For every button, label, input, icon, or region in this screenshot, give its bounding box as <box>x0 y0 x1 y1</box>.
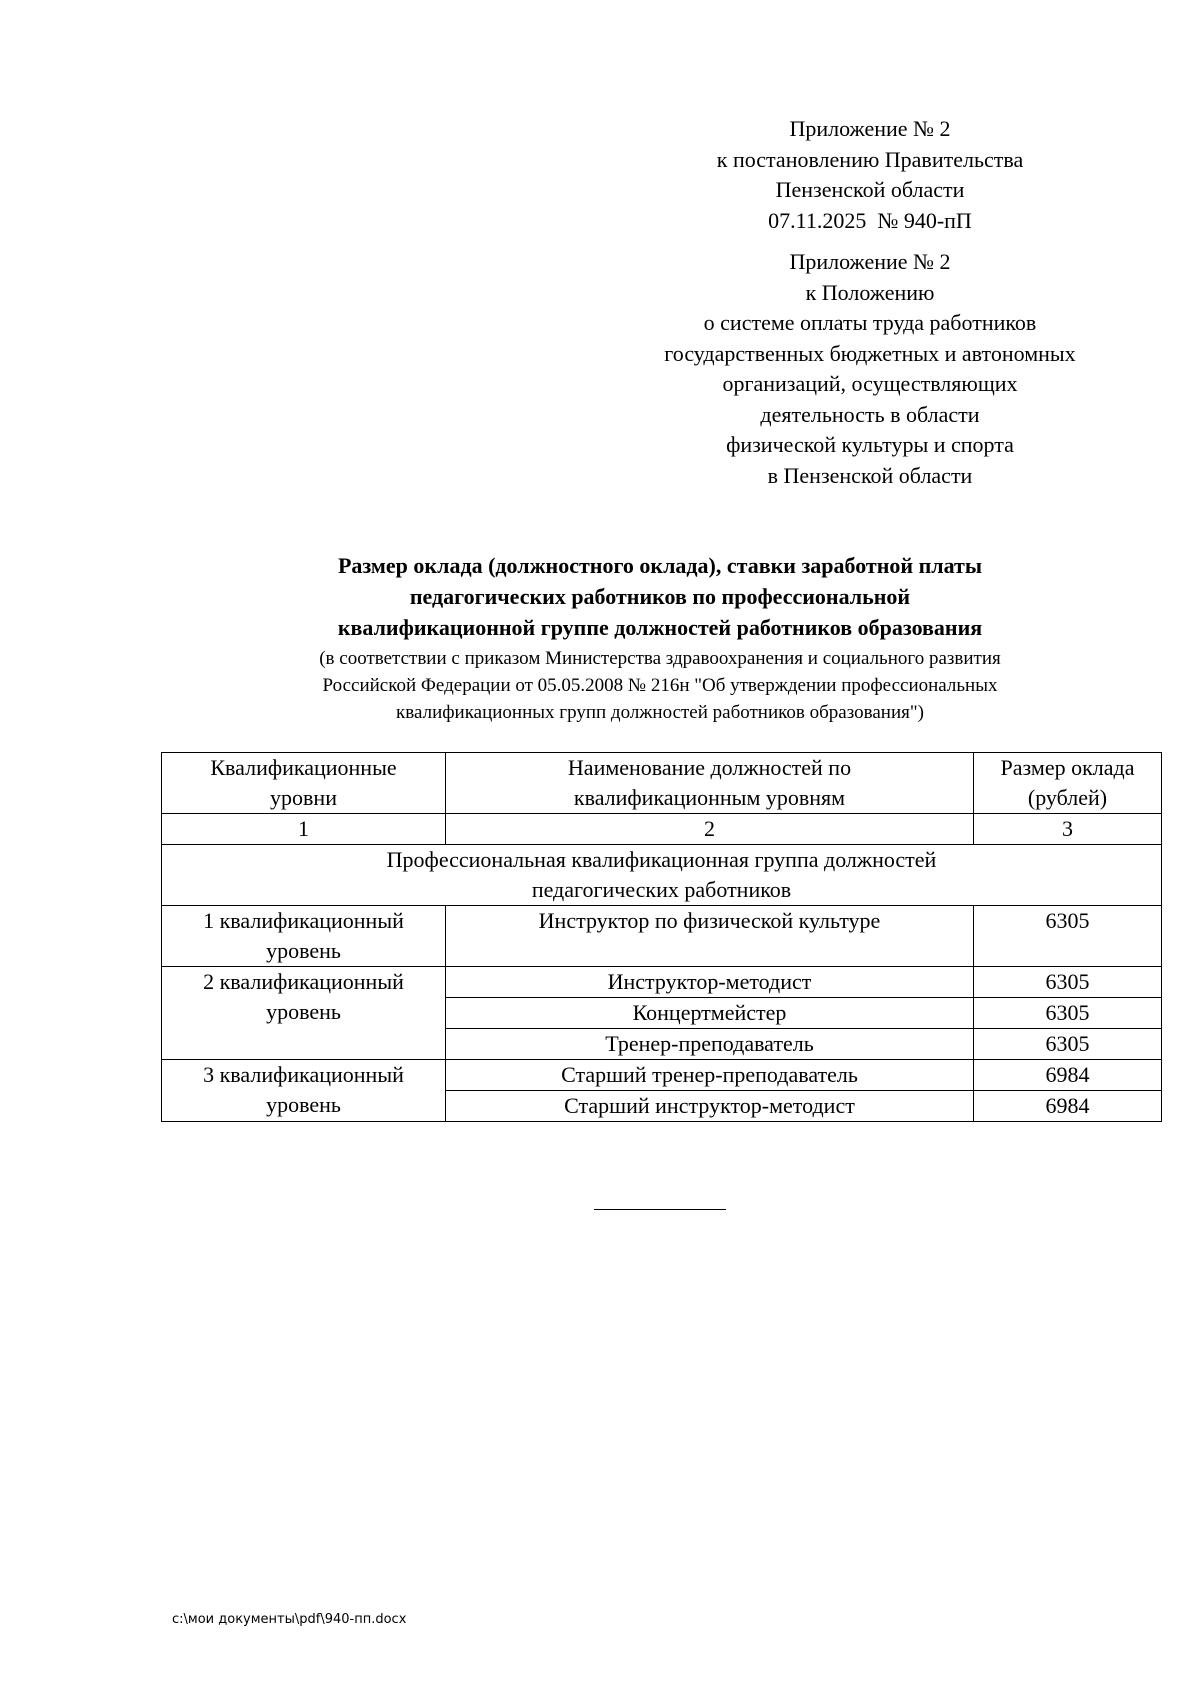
header-cell-text: Квалификационные <box>210 755 397 780</box>
header-line-date-number: 07.11.2025 № 940-пП <box>768 207 972 233</box>
header-cell-text: уровни <box>270 785 337 810</box>
header-line: к Положению <box>805 279 935 305</box>
salary-cell: 6984 <box>974 1060 1162 1091</box>
group-title-row <box>162 845 1162 906</box>
position-cell: Старший тренер-преподаватель <box>446 1060 974 1091</box>
title-line: Размер оклада (должностного оклада), ставки заработной платы <box>337 553 983 578</box>
group-title-cell <box>162 845 1162 906</box>
header-cell-text: Размер оклада <box>1000 755 1135 780</box>
header-line: физической культуры и спорта <box>726 432 1014 457</box>
column-number: 1 <box>162 814 446 845</box>
header-cell-text: (рублей) <box>1027 785 1108 810</box>
level-text: уровень <box>266 1092 341 1117</box>
level-text: уровень <box>266 999 341 1024</box>
position-cell: Инструктор-методист <box>446 967 974 998</box>
position-cell: Тренер-преподаватель <box>446 1029 974 1060</box>
header-line: деятельность в области <box>760 401 980 427</box>
salary-table <box>161 752 1162 1122</box>
header-line: в Пензенской области <box>767 462 973 488</box>
column-number-row <box>162 814 1162 845</box>
level-text: уровень <box>266 938 341 963</box>
salary-cell: 6305 <box>974 1029 1162 1060</box>
header-line: Пензенской области <box>775 177 965 202</box>
level-text: 2 квалификационный <box>203 969 404 994</box>
document-title <box>150 550 1170 643</box>
header-line: к постановлению Правительства <box>716 146 1024 172</box>
header-line: Приложение № 2 <box>789 116 951 141</box>
salary-cell: 6984 <box>974 1091 1162 1122</box>
header-line: Приложение № 2 <box>789 249 951 274</box>
level-text: 1 квалификационный <box>203 908 404 933</box>
position-cell: Инструктор по физической культуре <box>446 906 974 967</box>
subtitle-line: (в соответствии с приказом Министерства здравоохранения и социального развития <box>319 648 1001 669</box>
column-number: 2 <box>446 814 974 845</box>
group-title-text: Профессиональная квалификационная группа должностей <box>386 847 937 872</box>
table-header-row <box>162 753 1162 814</box>
salary-cell: 6305 <box>974 906 1162 967</box>
column-number: 3 <box>974 814 1162 845</box>
header-line: о системе оплаты труда работников <box>703 310 1037 335</box>
table-row <box>162 1060 1162 1091</box>
title-line: квалификационной группе должностей работников образования <box>337 615 983 640</box>
group-title-text: педагогических работников <box>531 877 792 902</box>
subtitle-line: квалификационных групп должностей работников образования") <box>396 702 924 723</box>
table-row <box>162 967 1162 998</box>
footer-file-path: c:\мои документы\pdf\940-пп.docx <box>172 1612 407 1627</box>
end-separator-line <box>594 1209 726 1210</box>
regulation-appendix-reference <box>600 247 1140 491</box>
document-subtitle <box>150 645 1170 726</box>
level-text: 3 квалификационный <box>203 1062 404 1087</box>
subtitle-line: Российской Федерации от 05.05.2008 № 216н "Об утверждении профессиональных <box>322 675 998 696</box>
level-cell <box>162 906 446 967</box>
salary-cell: 6305 <box>974 967 1162 998</box>
header-cell-positions <box>446 753 974 814</box>
title-line: педагогических работников по профессиональной <box>409 584 911 609</box>
header-cell-levels <box>162 753 446 814</box>
header-cell-text: квалификационным уровням <box>573 785 846 810</box>
level-cell <box>162 1060 446 1122</box>
header-line: организаций, осуществляющих <box>722 371 1018 396</box>
salary-cell: 6305 <box>974 998 1162 1029</box>
header-cell-text: Наименование должностей по <box>567 755 852 780</box>
position-cell: Концертмейстер <box>446 998 974 1029</box>
resolution-appendix-reference <box>600 114 1140 236</box>
table-row <box>162 906 1162 967</box>
level-cell <box>162 967 446 1060</box>
position-cell: Старший инструктор-методист <box>446 1091 974 1122</box>
header-cell-salary <box>974 753 1162 814</box>
header-line: государственных бюджетных и автономных <box>664 340 1076 366</box>
